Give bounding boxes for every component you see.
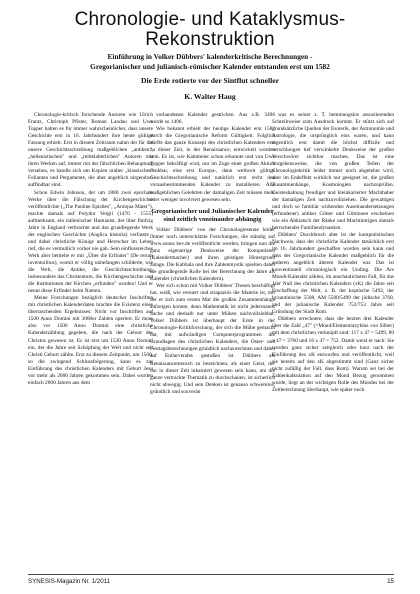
paragraph: Meine Forschungen bezüglich deutscher Inschriften mit christlichen Kalenderdaten brachte die Existenz eines überraschenden Ergebnisses: Nicht vor Inschriften auf 1500 Anno Domini mit 3000er Zahlen operiert. Er muss also vor 1500 Anno Domini eine christliche Kalenderzählung gegeben, die nach der Geburt des Christus gewesen ist. Es ist erst um 1530 Anno Domini ein, der die Jahre seit Schöpfung der Welt und nicht seit Christi Geburt zählte. Erst zu diesem Zeitpunkt, um 1500, so die zwingend Schlussfolgerung, kann es zur Einführung des christlichen Kalenders mit Geburt Jesu vor mehr als 2000 Jahren gekommen sein. Dabei wurden einfach 2000 Jahren aus dem	[28, 295, 153, 386]
paragraph: Volker Dübbers' von der Chronologiesenne leider immer noch unterschätzte Forschungen, die ständig auf www.sonns kev.de veröffentlicht werden, bringen nun die ganz eigenartige Denkweise der Komputisten (Kalendermacher) und ihren geistigen Hintergrund zutage. Die Kabbala und ihre Zahlenmystik spielten dabei die grundlegende Rolle bei der Berechnung der Jahre als Kalender (christlichen Kalendern).	[150, 226, 275, 282]
magazine-issue: SYNESIS-Magazin Nr. 1/2011	[28, 578, 111, 585]
paragraph: Chronologie-kritisch forschende Autoren wie Ulrich Frantz, Christoph Pfister, Roman Landau und Uwe Topper halten es für immer wahrscheinlicher, dass unsere Geschichte erst in 16. Jahrhundert ihre heute gültige Fassung erhielt. Erst in diesem Zeitraum nahm der für die unsere Geschichtsschreibung maßgeblichen „antiken", „hellenistischen" und „mittelalterlichen" Autoren mit ihren Werken auf, immer mit der fälschlichen Behauptung versehen, es handle sich um Kopien uralter „klassischer" Folianten und Pergamente, die aber angeblich nirgendwo auffindbar sind.	[28, 112, 153, 189]
text-column-2	[150, 112, 275, 570]
subtitle-line: Einführung in Volker Dübbers' kalenderkritische Berechnungen -	[107, 52, 313, 61]
paragraph: Dübbers' Durchbruch aber ist der komputistischen Nachweis, dass der christliche Kalender tatsächlich erst im 16. Jahrhundert geschaffen worden sein kann und dass der Gregorianische Kalender maßgeblich für die anderen angeblich älteren Kalender war. Das ist konventionell chronologisch ein Unding. Die Ars Mundi-Kalender zählen, im anschaulichsten Fall, für das Jahr Null des christlichen Kalenders (xK) die Jahre seit Erschaffung der Welt, z. B. der koptische 5492, der byzantinische 5508, AM 5500/5499 der jüdische 3760, und der julianische Kalender 752/753 Jahre seit Gründung der Stadt Rom.	[272, 231, 394, 316]
page-number: 15	[387, 578, 394, 585]
paragraph: Wie bekannt erhielt der heutige Kalender erst 1582 durch die Gregorianische Reform Gültigkeit. Folglich dürfte das ganze Konzept des christlichen Kalenders erst zu dieser Zeit, in der Renaissance, entwickelt worden sein. Es ist, wie Kammeier schon erkannte und von Uwe Topper bekräftigt wird, nur im Zuge einer großen Aktion denkbar, eine erst Europa-, dann weltweit gültige Geschichtsschreibung und natürlich erst recht den vorausbestimmenden Kalender zu installieren. Alle maßgeblichen Gelehrten der damaligen Zeit müssen mehr oder weniger involviert gewesen sein.	[150, 126, 275, 203]
paragraph: Dübbers errechnete, dass die letzten drei Kalender über die Zahl „47" (=Mond/Elementarzyklus von Silber) mit dem christlichen verknüpft sind: 117 x 47 = 5499, 80 x 47 = 3760 und 16 x 47 = 752. Damit weist er nach: Sie wurden ganz sicher zeitgleich oder kurz nach der Einführung des xK entworfen und veröffentlicht, weil sie bereits auf den xK abgestimmt sind (Ganz sicher nicht zufällig der Fall, dass Rom). Warum sei bei der Zahlenkalkulation auf den Mond Bezug genommen wurde, liegt an der wichtigen Rolle des Mondes bei der Zeitberechnung überhaupt, wie später noch	[272, 316, 394, 393]
section-heading: Gregorianischer und Julianischer Kalender sind zeitlich voneinander abhängig	[151, 207, 274, 223]
article-title: Chronologie- und Kataklysmus-Rekonstruktion	[74, 9, 346, 50]
subtitle-line: Gregorianischer und julianisch-römischer Kalender entstanden erst um 1582	[90, 61, 330, 71]
paragraph: was es seiner z. T. hemmungslos assoziierenden Schreibweise zum Ausdruck kommt. Er stützt sich auf grundsätzliche Quellen der Esoterik, der Astronomie und Astrologie, die ursprünglich eins waren, und kann eigentlich erst damit die höchst diffizile und verschlungen tief verwinkelte Denkweise der großen Verschwörer sichtbar machen. Das ist eine Vorgehensweise, die von großen Teilen der Chronologiekritik leider immer noch abgelehnt wird, aber im Endeffekt wirklich nur geeignet ist, die großen Zusammenhänge, Kosmologien nachzuprüfen. Geisteshaltung freudiger und kleinkarierter Machthaber der damaligen Zeit nachzuvollziehen. Die gewaltigen und doch so familiär wirkenden Auseinandersetzungen (erfundener) antiker Götter und Göttinnen erscheinen wie ein Abklatsch der Ränke und Machtintrigen damals herrschender Familiendynastien.	[272, 112, 394, 231]
paragraph: Wer sich schon mit Volker Dübbers' Thesen beschäftigt hat, weiß, wie versiert und strapaziös die Materie ist, mit der er sich zum ersten Mal die großen Zusammenhänge aufzeigen konnte, denn Mathematik ist nicht jedermanns Sache und deshalb nur unter Mühen nachvollziehbar. Volker Dübbers ist überhaupt der Erste in der Chronologie-Kritikforschung, der sich die Mühe gemacht hat, mit aufwändigen Computerprogrammen die Grundlagen des christlichen Kalenders, die Oster- und Festtagsberechnungen gründlich nachzurechnen und dabei auf Entlarvendes gestoßen ist. Dübbers als Renaissancemensch zu bezeichnen, als einer Geist, der nur in dieser Zeit inkarniert gewesen sein kann, um die ganze vertrackte Thematik zu durchschauen, ist sicherlich nicht abwegig. Und sein Denken ist genauso schwerelos, gründlich und souverän	[150, 282, 275, 395]
paragraph: vorhandenen Kalender gestrichen. Aus z.B. 3496 wurde so 1496.	[150, 112, 275, 126]
article-tagline: Die Erde rotierte vor der Sintflut schneller	[141, 76, 279, 85]
text-column-1	[28, 112, 153, 570]
article-subtitle	[40, 52, 380, 71]
paragraph: Schon Edwin Johnson, der um 1880 zwei epochale Werke über die Fälschung der Kirchengeschichte veröffentlichte („The Pauline Epistles", „Antiqua Mater"), machte damals auf Polydor Vergil (1470 - 1555) aufmerksam, ein italienischer Humanist, der über fünfzig Jahre in England verbrachte und das grundlegende Werk der englischen Geschichte (Anglica historia) verfasste - und dabei christliche Könige und Herrscher im Leben rief, die es vermutlich vorher nie gab. Sein einflussreiches Werk aber betitelte er mit „Über die Erfinder" (De rerum inventoribus), womit er völlig unbefangen schilderte, wie die Welt, die Antike, die Geschichtsschreibung, insbesondere das Christentum, die Kirchengeschichte und die Institutionen der Kirchen „erfunden" wurden! Und er nennt diese Erfinder beim Namen.	[28, 189, 153, 295]
article-author: K. Walter Haug	[184, 92, 236, 101]
text-column-3	[272, 112, 394, 570]
page-footer	[28, 574, 394, 585]
